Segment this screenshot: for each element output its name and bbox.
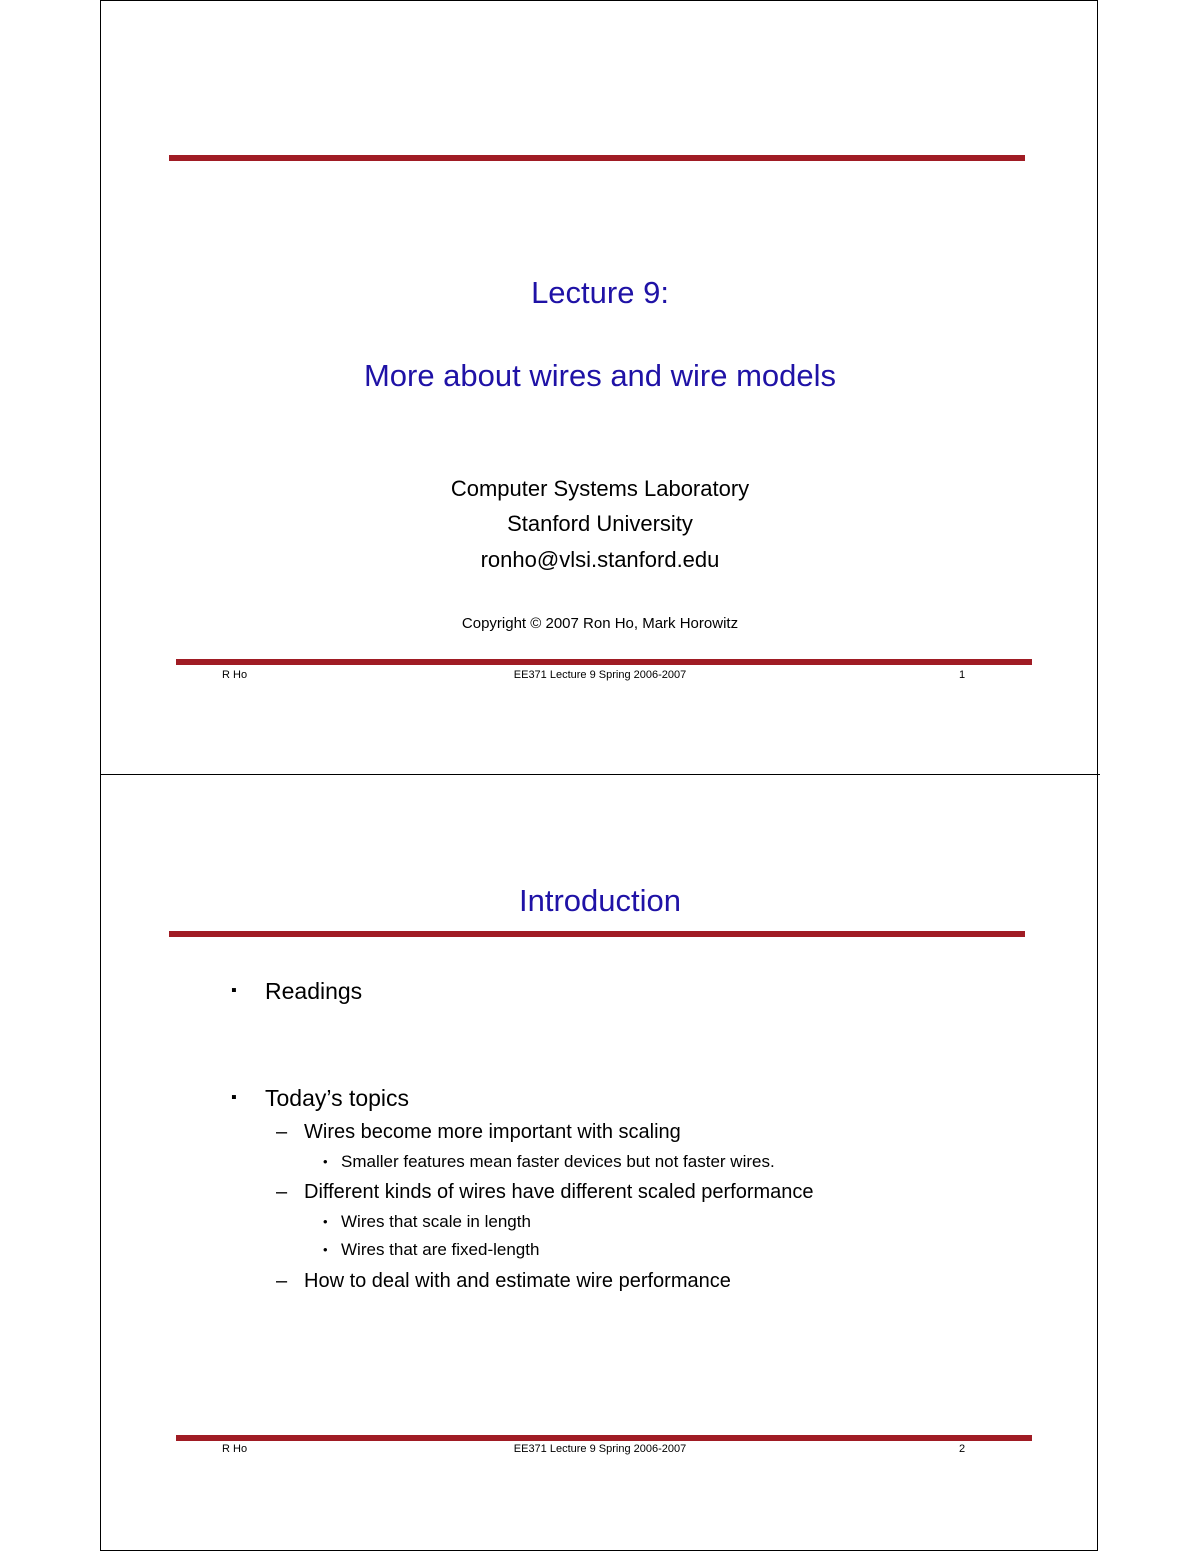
square-bullet-icon: ▪ <box>231 982 237 999</box>
slide-1 <box>101 1 1099 774</box>
footer-course: EE371 Lecture 9 Spring 2006-2007 <box>513 669 687 681</box>
bottom-rule <box>176 1435 1032 1441</box>
sub-bullet-text: Wires become more important with scaling <box>304 1121 681 1143</box>
dash-bullet-icon: – <box>276 1270 288 1292</box>
author-email: ronho@vlsi.stanford.edu <box>480 547 720 572</box>
affiliation-university: Stanford University <box>507 511 693 536</box>
bullet-text: Today’s topics <box>265 1085 410 1111</box>
lecture-number-title: Lecture 9: <box>531 275 669 310</box>
sub-sub-bullet-text: Wires that are fixed-length <box>341 1240 540 1259</box>
footer-course: EE371 Lecture 9 Spring 2006-2007 <box>513 1443 687 1455</box>
dot-bullet-icon: • <box>323 1242 328 1257</box>
bullet-text: Readings <box>265 978 363 1004</box>
slide-title: Introduction <box>519 883 681 918</box>
sub-sub-bullet-text: Wires that scale in length <box>341 1212 531 1231</box>
footer-author: R Ho <box>222 1443 248 1455</box>
sub-bullet-text: Different kinds of wires have different scaled performance <box>304 1181 814 1203</box>
sub-bullet-text: How to deal with and estimate wire performance <box>304 1270 731 1292</box>
dot-bullet-icon: • <box>323 1154 328 1169</box>
footer-page-number: 2 <box>959 1443 966 1455</box>
slide-2 <box>101 775 1099 1550</box>
sub-sub-bullet-text: Smaller features mean faster devices but not faster wires. <box>341 1152 775 1171</box>
dash-bullet-icon: – <box>276 1181 288 1203</box>
footer-author: R Ho <box>222 669 248 681</box>
dash-bullet-icon: – <box>276 1121 288 1143</box>
affiliation-lab: Computer Systems Laboratory <box>450 476 750 501</box>
square-bullet-icon: ▪ <box>231 1089 237 1106</box>
dot-bullet-icon: • <box>323 1214 328 1229</box>
bottom-rule <box>176 659 1032 665</box>
top-rule <box>169 931 1025 937</box>
top-rule <box>169 155 1025 161</box>
copyright-notice: Copyright © 2007 Ron Ho, Mark Horowitz <box>461 615 739 632</box>
footer-page-number: 1 <box>959 669 966 681</box>
lecture-title: More about wires and wire models <box>363 358 837 393</box>
